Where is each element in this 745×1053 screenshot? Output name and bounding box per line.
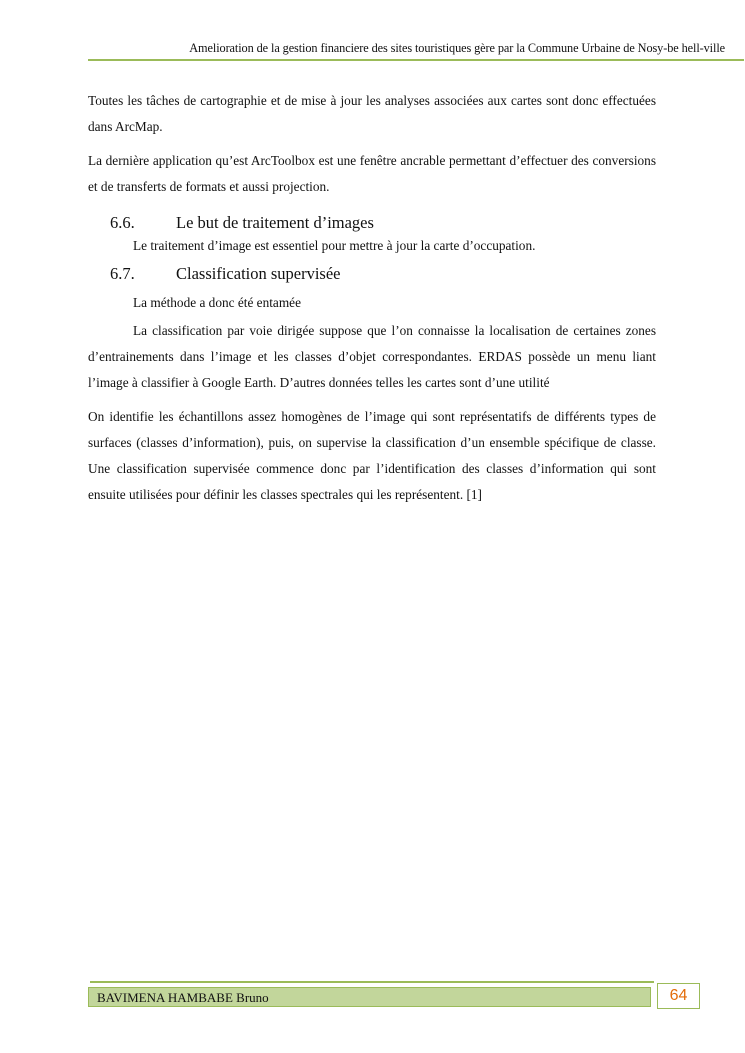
section-title: Classification supervisée (176, 264, 341, 283)
document-body (88, 88, 656, 516)
section-number: 6.6. (110, 213, 135, 232)
section-title: Le but de traitement d’images (176, 213, 374, 232)
page-number: 64 (657, 983, 700, 1009)
footer-author: BAVIMENA HAMBABE Bruno (88, 987, 651, 1007)
section-heading-6-7 (110, 264, 656, 284)
header-rule (88, 59, 744, 61)
paragraph-classification-dirigee: La classification par voie dirigée suppose que l’on connaisse la localisation de certaines zones d’entrainements dans l’image et les classes d’objet correspondantes. ERDAS possède un menu liant l’image à classifier à Google Earth. D’autres données telles les cartes sont d’une utilité (88, 323, 656, 390)
paragraph-traitement-image: Le traitement d’image est essentiel pour mettre à jour la carte d’occupation. (133, 238, 536, 253)
paragraph-arctoolbox: La dernière application qu’est ArcToolbox est une fenêtre ancrable permettant d’effectuer des conversions et de transferts de formats et aussi projection. (88, 153, 656, 194)
section-heading-6-6 (110, 213, 656, 233)
section-number: 6.7. (110, 264, 135, 283)
paragraph-arcmap: Toutes les tâches de cartographie et de mise à jour les analyses associées aux cartes sont donc effectuées dans ArcMap. (88, 93, 656, 134)
paragraph-methode: La méthode a donc été entamée (133, 295, 301, 310)
footer-rule (90, 981, 654, 983)
running-header: Amelioration de la gestion financiere des sites touristiques gère par la Commune Urbaine de Nosy-be hell-ville (189, 41, 725, 55)
paragraph-echantillons: On identifie les échantillons assez homogènes de l’image qui sont représentatifs de différents types de surfaces (classes d’information), puis, on supervise la classification d’un ensemble spécifique de classe. Une classification supervisée commence donc par l’identification des classes d’information qui sont ensuite utilisées pour définir les classes spectrales qui les représentent. [1] (88, 409, 656, 502)
